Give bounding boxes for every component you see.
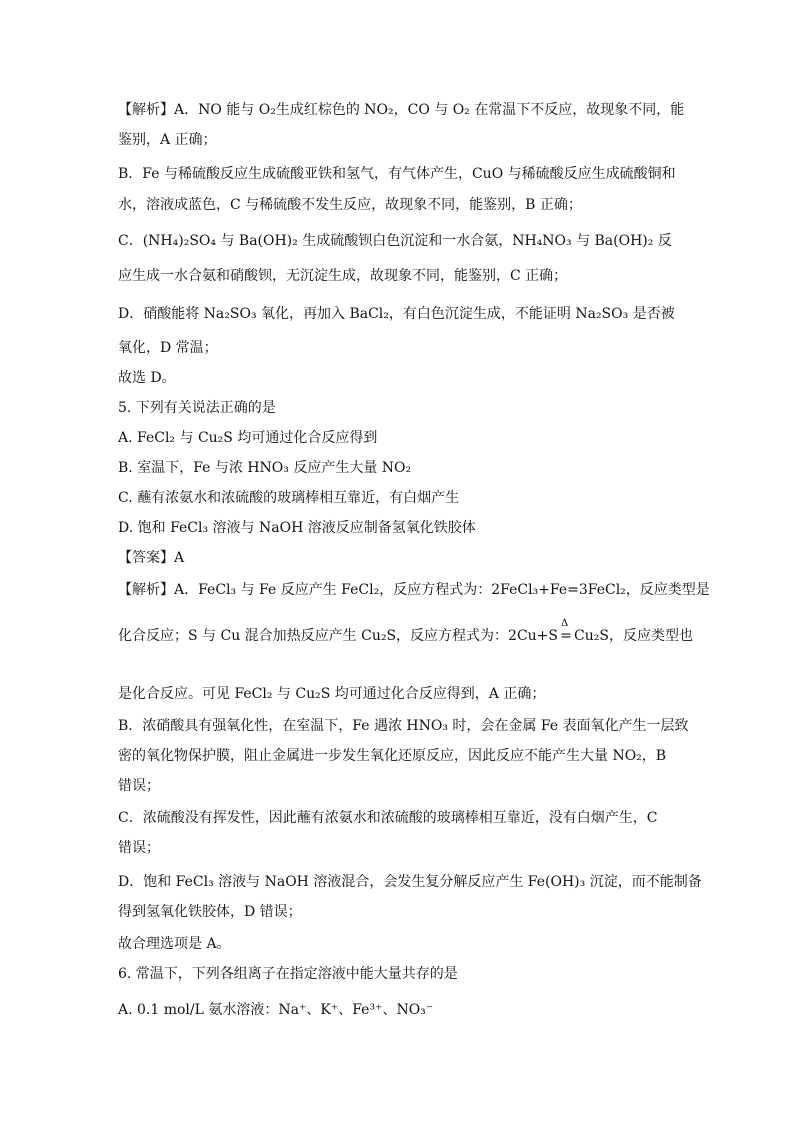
equals-sign: = (560, 628, 572, 644)
analysis-5-line-2-tail: Cu₂S，反应类型也 (574, 628, 693, 644)
analysis-5-line-4: B．浓硝酸具有强氧化性，在室温下，Fe 遇浓 HNO₃ 时，会在金属 Fe 表面氧化产生一层致 (118, 718, 689, 734)
analysis-5-line-6: 错误； (118, 778, 160, 794)
analysis-5-line-9: D．饱和 FeCl₃ 溶液与 NaOH 溶液混合，会发生复分解反应产生 Fe(OH)₃ 沉淀，而不能制备 (118, 874, 702, 890)
analysis-line-3: B．Fe 与稀硫酸反应生成硫酸亚铁和氢气，有气体产生，CuO 与稀硫酸反应生成硫酸铜和 (118, 166, 676, 182)
analysis-line-1: 【解析】A．NO 能与 O₂生成红棕色的 NO₂，CO 与 O₂ 在常温下不反应，故现象不同，能 (118, 102, 685, 118)
analysis-line-5: C．(NH₄)₂SO₄ 与 Ba(OH)₂ 生成硫酸钡白色沉淀和一水合氨，NH₄NO₃ 与 Ba(OH)₂ 反 (118, 233, 672, 249)
question-5-option-d: D. 饱和 FeCl₃ 溶液与 NaOH 溶液反应制备氢氧化铁胶体 (118, 520, 476, 536)
question-5-stem: 5. 下列有关说法正确的是 (118, 400, 276, 416)
analysis-5-line-3: 是化合反应。可见 FeCl₂ 与 Cu₂S 均可通过化合反应得到，A 正确； (118, 686, 546, 702)
question-5-option-c: C. 蘸有浓氨水和浓硫酸的玻璃棒相互靠近，有白烟产生 (118, 490, 460, 506)
analysis-5-line-10: 得到氢氧化铁胶体，D 错误； (118, 904, 302, 920)
analysis-5-line-2-text: 化合反应；S 与 Cu 混合加热反应产生 Cu₂S，反应方程式为：2Cu+S (118, 628, 559, 644)
conclusion-line-2: 故合理选项是 A。 (118, 936, 231, 952)
heat-condition-symbol (558, 618, 574, 646)
analysis-line-6: 应生成一水合氨和硝酸钡，无沉淀生成，故现象不同，能鉴别，C 正确； (118, 268, 568, 284)
analysis-5-line-2 (118, 618, 693, 646)
analysis-5-line-8: 错误； (118, 840, 160, 856)
answer-label: 【答案】A (118, 550, 185, 566)
conclusion-line: 故选 D。 (118, 370, 176, 386)
delta-sign: Δ (561, 618, 569, 629)
analysis-5-line-1: 【解析】A．FeCl₃ 与 Fe 反应产生 FeCl₂，反应方程式为：2FeCl₃+Fe=3FeCl₂，反应类型是 (118, 582, 710, 598)
analysis-line-4: 水，溶液成蓝色，C 与稀硫酸不发生反应，故现象不同，能鉴别，B 正确； (118, 197, 582, 213)
question-5-option-b: B. 室温下，Fe 与浓 HNO₃ 反应产生大量 NO₂ (118, 460, 412, 476)
analysis-line-2: 鉴别，A 正确； (118, 132, 217, 148)
analysis-5-line-5: 密的氧化物保护膜，阻止金属进一步发生氧化还原反应，因此反应不能产生大量 NO₂，B (118, 748, 667, 764)
analysis-5-line-7: C．浓硫酸没有挥发性，因此蘸有浓氨水和浓硫酸的玻璃棒相互靠近，没有白烟产生，C (118, 810, 658, 826)
analysis-line-8: 氧化，D 常温； (118, 340, 218, 356)
analysis-line-7: D．硝酸能将 Na₂SO₃ 氧化，再加入 BaCl₂，有白色沉淀生成，不能证明 Na₂SO₃ 是否被 (118, 306, 675, 322)
question-6-stem: 6. 常温下，下列各组离子在指定溶液中能大量共存的是 (118, 966, 458, 982)
question-5-option-a: A. FeCl₂ 与 Cu₂S 均可通过化合反应得到 (118, 430, 378, 446)
question-6-option-a: A. 0.1 mol/L 氨水溶液：Na⁺、K⁺、Fe³⁺、NO₃⁻ (118, 1002, 434, 1018)
